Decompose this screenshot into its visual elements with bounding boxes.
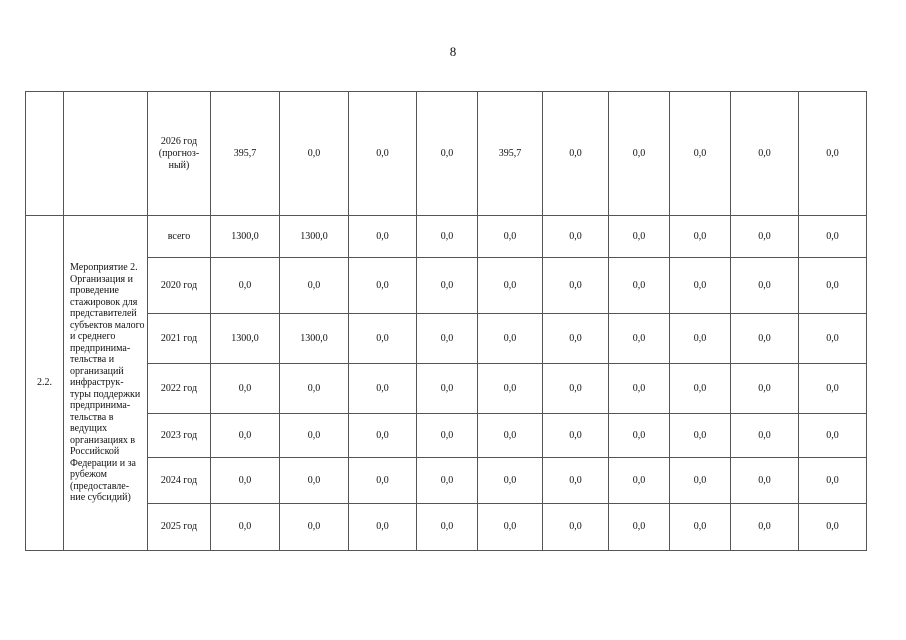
value-cell: 0,0 <box>349 458 417 504</box>
value-cell: 0,0 <box>543 258 609 314</box>
value-cell: 0,0 <box>609 504 670 551</box>
value-cell: 0,0 <box>799 92 867 216</box>
value-cell: 0,0 <box>478 458 543 504</box>
value-cell: 0,0 <box>417 414 478 458</box>
value-cell: 0,0 <box>417 314 478 364</box>
table-row-2021 <box>26 314 867 364</box>
value-cell: 395,7 <box>478 92 543 216</box>
value-cell: 0,0 <box>349 216 417 258</box>
value-cell: 0,0 <box>799 504 867 551</box>
value-cell: 0,0 <box>280 258 349 314</box>
value-cell: 0,0 <box>670 216 731 258</box>
year-cell: 2024 год <box>148 458 211 504</box>
value-cell: 0,0 <box>211 458 280 504</box>
value-cell: 0,0 <box>799 458 867 504</box>
item-number-cell: 2.2. <box>26 216 64 551</box>
value-cell: 0,0 <box>609 258 670 314</box>
value-cell: 0,0 <box>799 414 867 458</box>
value-cell: 0,0 <box>670 458 731 504</box>
year-cell: 2020 год <box>148 258 211 314</box>
value-cell: 0,0 <box>211 258 280 314</box>
value-cell: 0,0 <box>609 92 670 216</box>
year-cell: 2025 год <box>148 504 211 551</box>
table-row-2024 <box>26 458 867 504</box>
empty-description-cell <box>64 92 148 216</box>
value-cell: 0,0 <box>670 364 731 414</box>
table-row-2026 <box>26 92 867 216</box>
value-cell: 0,0 <box>417 258 478 314</box>
value-cell: 0,0 <box>211 414 280 458</box>
value-cell: 0,0 <box>543 314 609 364</box>
value-cell: 0,0 <box>349 504 417 551</box>
value-cell: 0,0 <box>731 258 799 314</box>
value-cell: 0,0 <box>280 364 349 414</box>
value-cell: 0,0 <box>417 92 478 216</box>
value-cell: 0,0 <box>670 414 731 458</box>
year-cell: всего <box>148 216 211 258</box>
year-cell: 2023 год <box>148 414 211 458</box>
value-cell: 0,0 <box>349 364 417 414</box>
page-number: 8 <box>449 44 457 59</box>
value-cell: 0,0 <box>478 504 543 551</box>
value-cell: 0,0 <box>731 314 799 364</box>
value-cell: 0,0 <box>543 364 609 414</box>
value-cell: 0,0 <box>799 364 867 414</box>
value-cell: 0,0 <box>731 216 799 258</box>
table-row-2025 <box>26 504 867 551</box>
table-row-total <box>26 216 867 258</box>
value-cell: 0,0 <box>349 314 417 364</box>
value-cell: 0,0 <box>731 504 799 551</box>
value-cell: 1300,0 <box>280 216 349 258</box>
value-cell: 0,0 <box>478 314 543 364</box>
value-cell: 0,0 <box>211 504 280 551</box>
table-row-2022 <box>26 364 867 414</box>
value-cell: 0,0 <box>280 414 349 458</box>
value-cell: 0,0 <box>731 414 799 458</box>
value-cell: 0,0 <box>670 258 731 314</box>
value-cell: 0,0 <box>478 364 543 414</box>
table-row-2020 <box>26 258 867 314</box>
value-cell: 1300,0 <box>211 216 280 258</box>
value-cell: 0,0 <box>543 458 609 504</box>
value-cell: 0,0 <box>478 216 543 258</box>
value-cell: 0,0 <box>543 414 609 458</box>
value-cell: 0,0 <box>417 458 478 504</box>
value-cell: 0,0 <box>799 258 867 314</box>
year-cell: 2022 год <box>148 364 211 414</box>
value-cell: 0,0 <box>731 458 799 504</box>
value-cell: 0,0 <box>349 414 417 458</box>
value-cell: 0,0 <box>609 414 670 458</box>
value-cell: 0,0 <box>280 504 349 551</box>
value-cell: 0,0 <box>670 314 731 364</box>
value-cell: 0,0 <box>543 504 609 551</box>
value-cell: 1300,0 <box>280 314 349 364</box>
value-cell: 0,0 <box>670 92 731 216</box>
empty-number-cell <box>26 92 64 216</box>
value-cell: 0,0 <box>543 92 609 216</box>
value-cell: 0,0 <box>417 216 478 258</box>
value-cell: 0,0 <box>609 458 670 504</box>
value-cell: 0,0 <box>280 458 349 504</box>
value-cell: 0,0 <box>670 504 731 551</box>
value-cell: 0,0 <box>731 92 799 216</box>
value-cell: 0,0 <box>478 414 543 458</box>
table-row-2023 <box>26 414 867 458</box>
value-cell: 0,0 <box>417 364 478 414</box>
value-cell: 0,0 <box>478 258 543 314</box>
value-cell: 395,7 <box>211 92 280 216</box>
budget-table <box>25 91 867 551</box>
value-cell: 0,0 <box>609 364 670 414</box>
year-cell: 2021 год <box>148 314 211 364</box>
value-cell: 0,0 <box>799 216 867 258</box>
value-cell: 0,0 <box>211 364 280 414</box>
value-cell: 0,0 <box>799 314 867 364</box>
value-cell: 0,0 <box>543 216 609 258</box>
value-cell: 0,0 <box>417 504 478 551</box>
item-description-cell: Мероприятие 2. Организация и проведение стажировок для представителей субъектов малого и среднего предпринима- тельства и организаций инфраструк- туры поддержки предпринима- тельства в ведущих организациях в Российской Федерации и за рубежом (предоставле- ние субсидий) <box>64 216 148 551</box>
value-cell: 0,0 <box>349 92 417 216</box>
value-cell: 0,0 <box>349 258 417 314</box>
value-cell: 0,0 <box>609 314 670 364</box>
year-cell: 2026 год (прогноз- ный) <box>148 92 211 216</box>
value-cell: 1300,0 <box>211 314 280 364</box>
value-cell: 0,0 <box>731 364 799 414</box>
value-cell: 0,0 <box>280 92 349 216</box>
value-cell: 0,0 <box>609 216 670 258</box>
